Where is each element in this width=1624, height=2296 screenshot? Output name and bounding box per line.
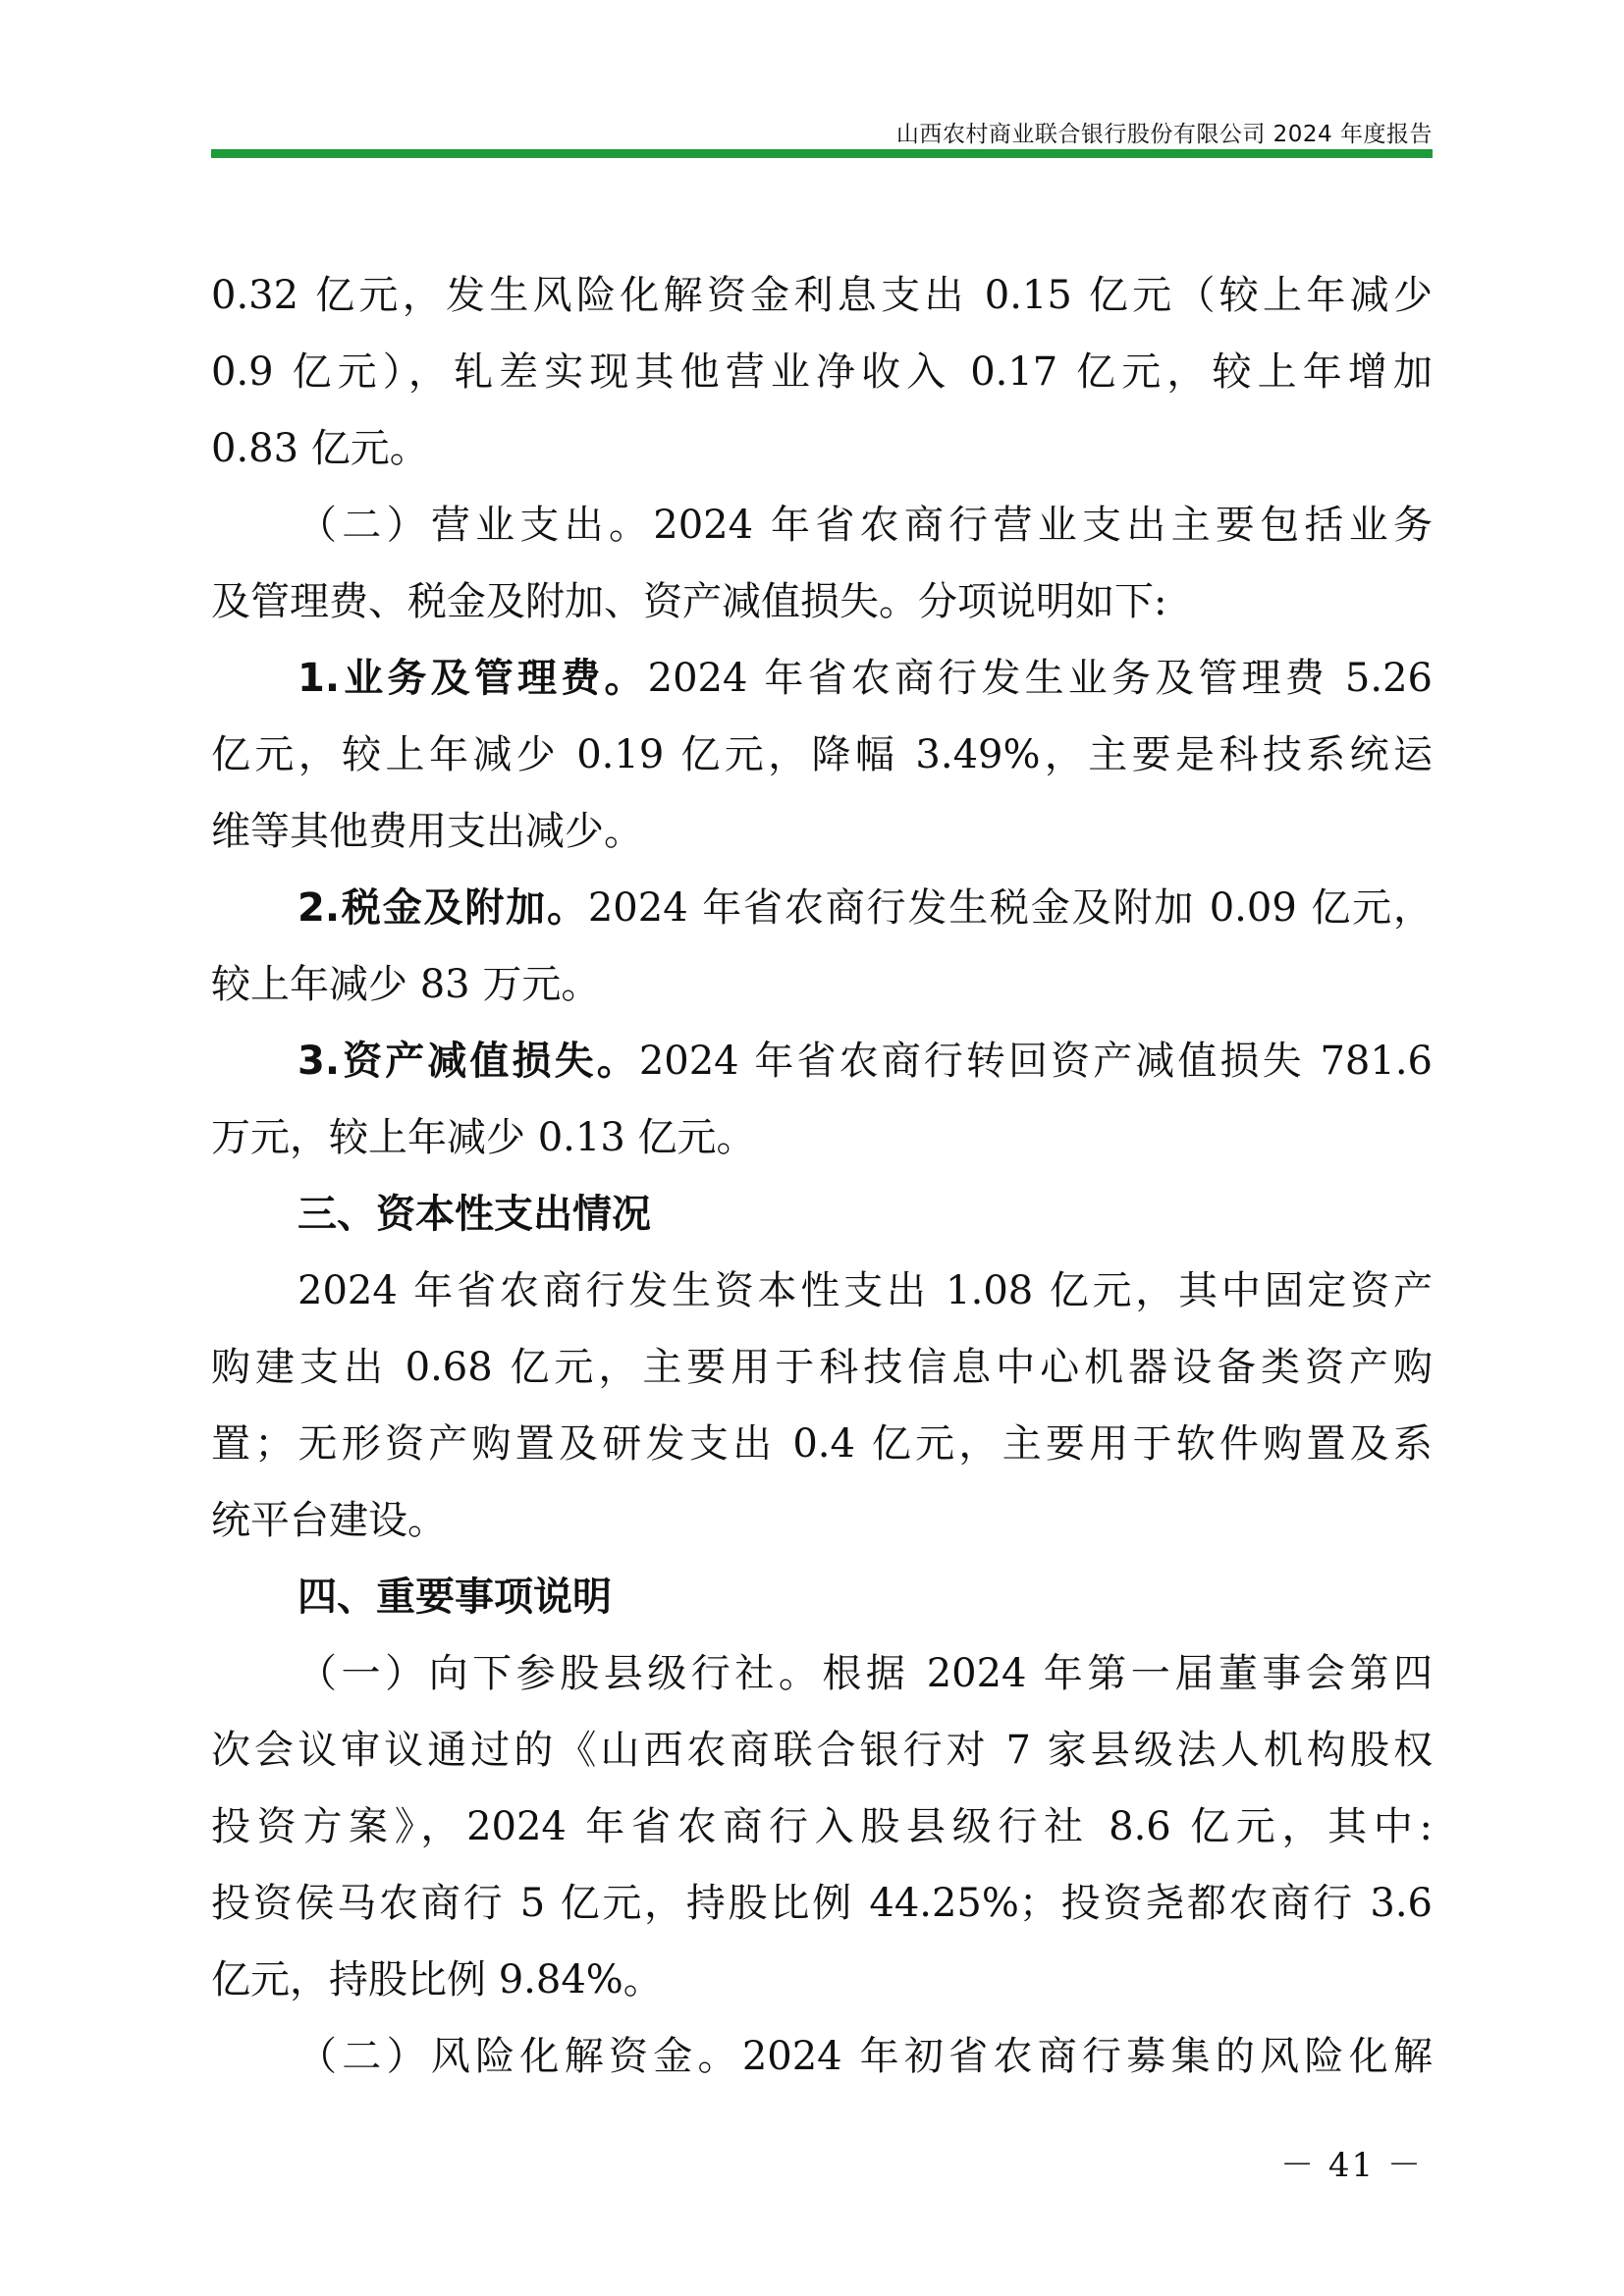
section-heading-important-matters: 四、重要事项说明 <box>298 1575 612 1620</box>
paragraph-line: 较上年减少 83 万元。 <box>211 962 601 1007</box>
paragraph-line: 2024 年省农商行发生资本性支出 1.08 亿元，其中固定资产 <box>298 1268 1433 1313</box>
item-taxes-surcharges-line <box>211 870 1433 946</box>
paragraph-line: 投资侯马农商行 5 亿元，持股比例 44.25%；投资尧都农商行 3.6 <box>211 1881 1433 1926</box>
item-business-management-fee-line <box>211 640 1433 717</box>
paragraph-line: 0.32 亿元，发生风险化解资金利息支出 0.15 亿元（较上年减少 <box>211 273 1433 318</box>
paragraph-line: 购建支出 0.68 亿元，主要用于科技信息中心机器设备类资产购 <box>211 1345 1433 1390</box>
item-text: 2024 年省农商行发生税金及附加 0.09 亿元， <box>587 885 1433 931</box>
paragraph-line: 维等其他费用支出减少。 <box>211 809 643 854</box>
page-number: － 41 － <box>1280 2146 1423 2185</box>
section-equity-investment-line: （一）向下参股县级行社。根据 2024 年第一届董事会第四 <box>298 1651 1433 1696</box>
paragraph-line: 次会议审议通过的《山西农商联合银行对 7 家县级法人机构股权 <box>211 1728 1433 1773</box>
header-divider <box>211 149 1433 158</box>
section-operating-expenses-line: （二）营业支出。2024 年省农商行营业支出主要包括业务 <box>298 503 1433 548</box>
item-text: 2024 年省农商行转回资产减值损失 781.6 <box>638 1039 1433 1084</box>
paragraph-line: 置；无形资产购置及研发支出 0.4 亿元，主要用于软件购置及系 <box>211 1421 1433 1467</box>
item-title-business-management-fee: 1.业务及管理费。 <box>298 656 648 701</box>
document-body <box>211 257 1433 2095</box>
paragraph-line: 及管理费、税金及附加、资产减值损失。分项说明如下: <box>211 579 1167 624</box>
item-text: 2024 年省农商行发生业务及管理费 5.26 <box>647 656 1433 701</box>
item-asset-impairment-line <box>211 1023 1433 1099</box>
paragraph-line: 投资方案》，2024 年省农商行入股县级行社 8.6 亿元，其中: <box>211 1804 1433 1849</box>
item-title-taxes-surcharges: 2.税金及附加。 <box>298 885 588 931</box>
paragraph-line: 亿元，较上年减少 0.19 亿元，降幅 3.49%，主要是科技系统运 <box>211 732 1433 777</box>
paragraph-line: 万元，较上年减少 0.13 亿元。 <box>211 1115 756 1160</box>
paragraph-line: 0.83 亿元。 <box>211 426 429 471</box>
section-risk-resolution-funds-line: （二）风险化解资金。2024 年初省农商行募集的风险化解 <box>298 2034 1433 2079</box>
paragraph-line: 统平台建设。 <box>211 1498 447 1543</box>
item-title-asset-impairment: 3.资产减值损失。 <box>298 1039 639 1084</box>
section-heading-capital-expenditure: 三、资本性支出情况 <box>298 1192 651 1237</box>
paragraph-line: 0.9 亿元），轧差实现其他营业净收入 0.17 亿元，较上年增加 <box>211 349 1433 395</box>
report-header-title: 山西农村商业联合银行股份有限公司 2024 年度报告 <box>895 122 1433 147</box>
paragraph-line: 亿元，持股比例 9.84%。 <box>211 1957 663 2002</box>
